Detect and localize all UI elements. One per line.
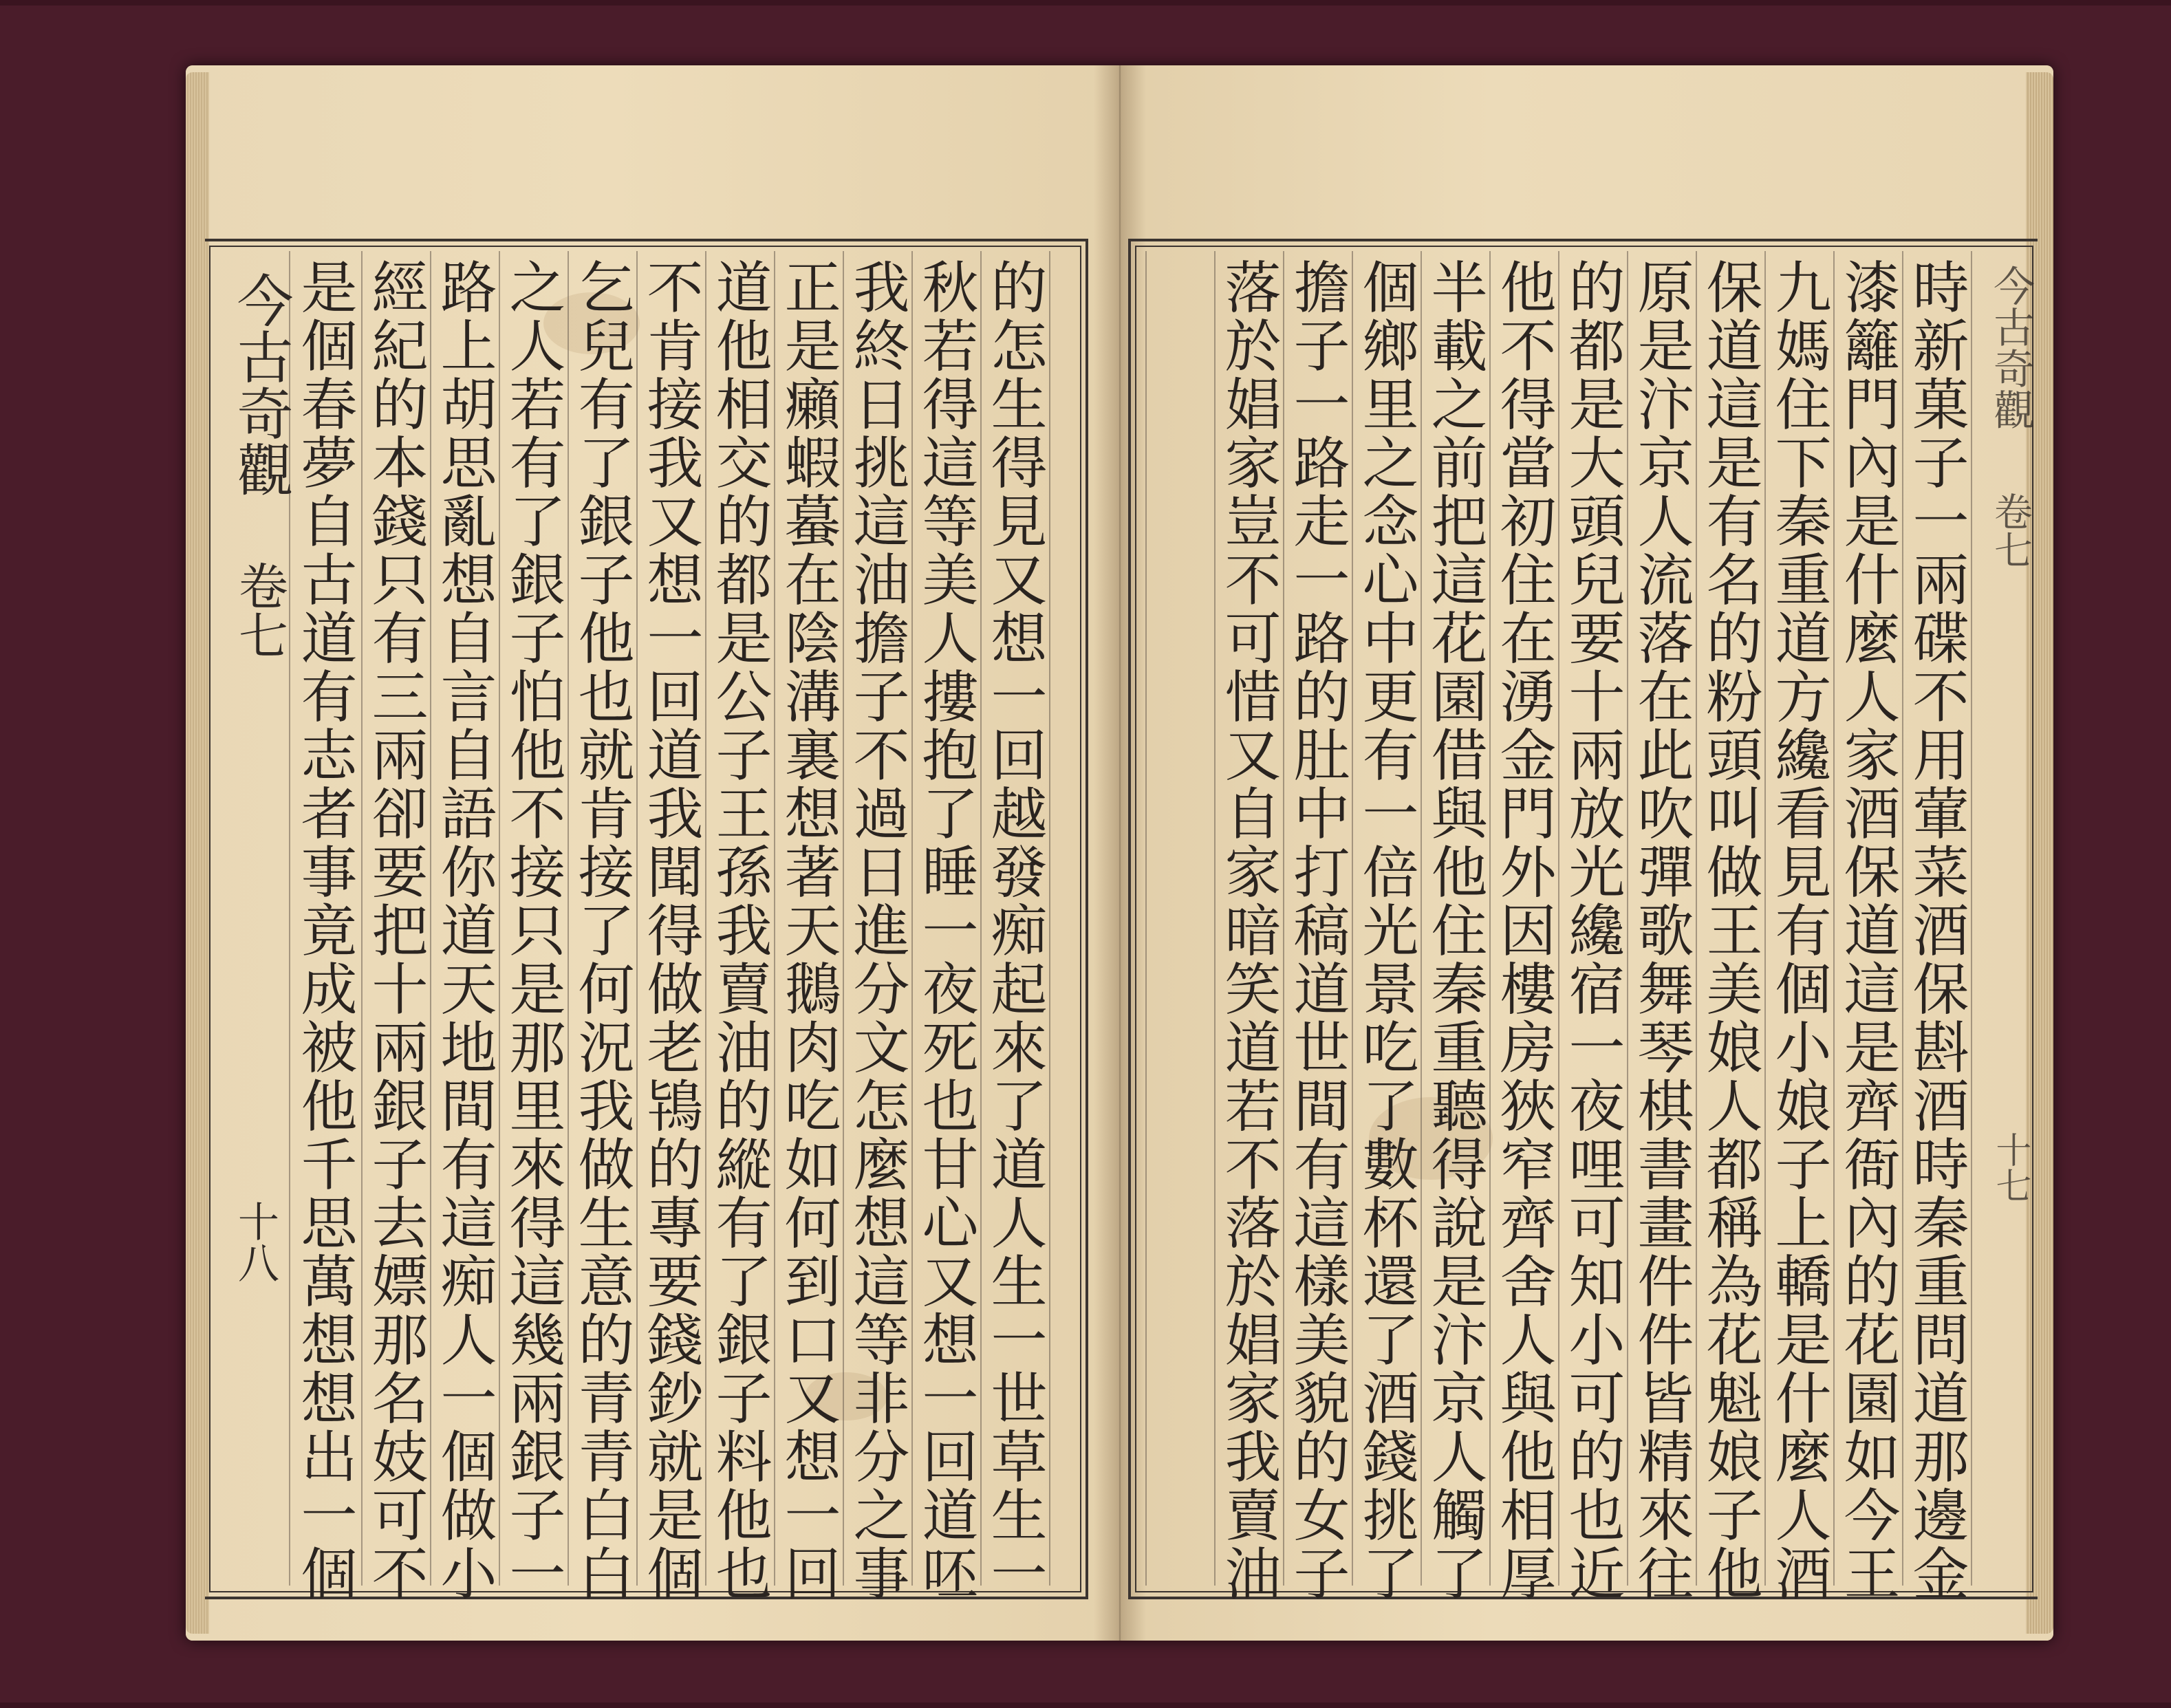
left-column-4: 正是癩蝦蟇在陰溝裏想著天鵝肉吃如何到口又想一回 [775, 258, 841, 1603]
left-column-3: 我終日挑這油擔子不過日進分文怎麼想這等非分之事 [844, 258, 909, 1603]
right-column-10: 擔子一路走一路的肚中打稿道世間有這樣美貌的女子 [1284, 258, 1350, 1603]
right-column-1: 時新菓子一兩碟不用葷菜酒保斟酒時秦重問道那邊金 [1903, 258, 1969, 1603]
left-column-5: 道他相交的都是公子王孫我賣油的縱有了銀子料他也 [706, 258, 772, 1603]
left-column-7: 乞兒有了銀子他也就肯接了何況我做生意的青青白白 [569, 258, 634, 1603]
left-column-9: 路上胡思亂想自言自語你道天地間有這痴人一個做小 [431, 258, 497, 1603]
right-column-9: 個鄉里之念心中更有一倍光景吃了數杯還了酒錢挑了 [1353, 258, 1418, 1603]
right-column-8: 半載之前把這花園借與他住秦重聽得說是汴京人觸了 [1422, 258, 1487, 1603]
left-margin-folio: 十八 [231, 1200, 279, 1283]
left-margin-volume: 卷七 [230, 561, 288, 660]
right-column-2: 漆籬門內是什麼人家酒保道這是齊衙內的花園如今王 [1835, 258, 1900, 1603]
left-column-10: 經紀的本錢只有三兩卻要把十兩銀子去嫖那名妓可不 [363, 258, 428, 1603]
right-column-7: 他不得當初住在湧金門外因樓房狹窄齊舍人與他相厚 [1491, 258, 1556, 1603]
left-column-6: 不肯接我又想一回道我聞得做老鴇的專要錢鈔就是個 [638, 258, 703, 1603]
left-column-11: 是個春夢自古道有志者事竟成被他千思萬想想出一個 [292, 258, 357, 1603]
right-column-4: 保道這是有名的粉頭叫做王美娘人都稱為花魁娘子他 [1697, 258, 1762, 1603]
right-column-5: 原是汴京人流落在此吹彈歌舞琴棋書畫件件皆精來往 [1628, 258, 1694, 1603]
left-column-1: 的怎生得見又想一回越發痴起來了道人生一世草生一 [982, 258, 1047, 1603]
right-margin-title: 今古奇觀 [1987, 265, 2035, 430]
right-margin-volume: 卷七 [1988, 492, 2033, 569]
left-column-2: 秋若得這等美人摟抱了睡一夜死也甘心又想一回道呸 [913, 258, 978, 1603]
right-column-6: 的都是大頭兒要十兩放光纔宿一夜哩可知小可的也近 [1559, 258, 1625, 1603]
left-column-8: 之人若有了銀子怕他不接只是那里來得這幾兩銀子一 [500, 258, 565, 1603]
open-book [186, 65, 2053, 1641]
left-margin-title: 今古奇觀 [228, 272, 293, 497]
right-column-3: 九媽住下秦重道方纔看見有個小娘子上轎是什麼人酒 [1766, 258, 1831, 1603]
right-column-11: 落於娼家豈不可惜又自家暗笑道若不落於娼家我賣油 [1216, 258, 1281, 1603]
right-margin-folio: 十七 [1989, 1132, 2031, 1203]
